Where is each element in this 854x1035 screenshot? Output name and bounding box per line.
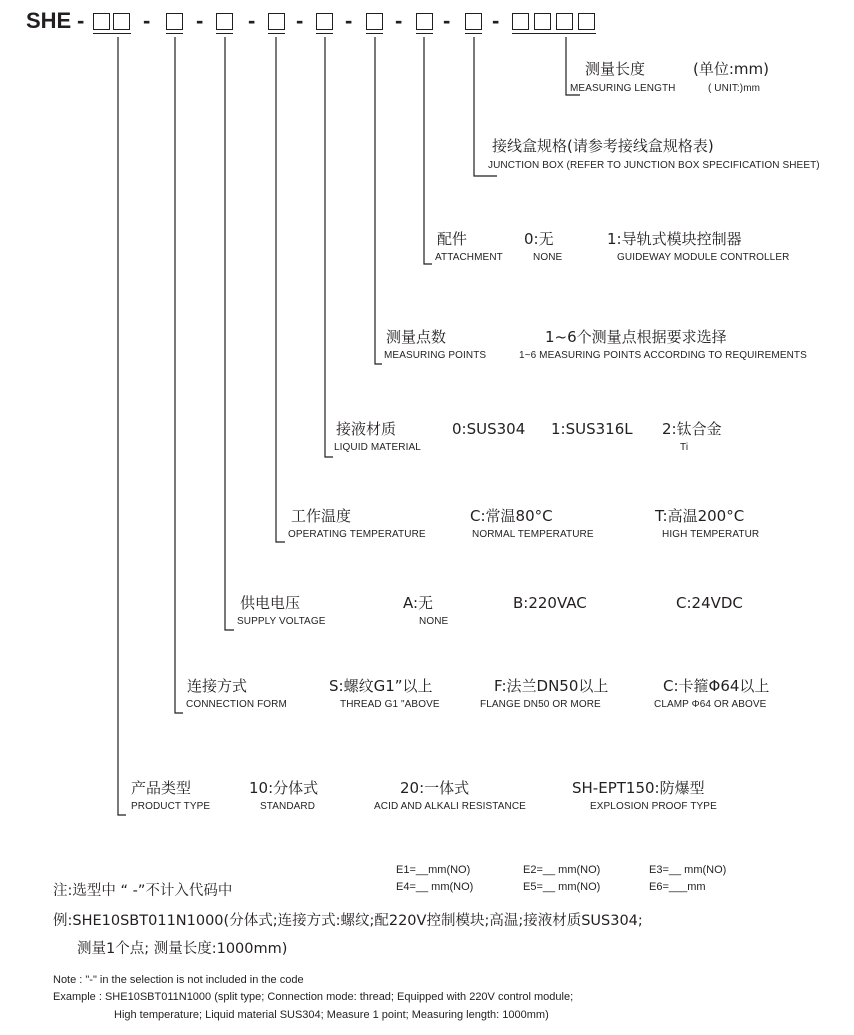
measuring-points-cn: 测量点数: [386, 328, 447, 346]
operating-temperature-optC-cn: C:常温80°C: [470, 507, 553, 525]
code-separator: -: [395, 8, 403, 33]
liquid-material-opt1: 1:SUS316L: [551, 420, 633, 438]
code-separator: -: [196, 8, 204, 33]
measuring-points-opt-cn: 1~6个测量点根据要求选择: [545, 328, 727, 346]
connection-form-optF-cn: F:法兰DN50以上: [494, 677, 609, 695]
liquid-material-opt2-en: Ti: [680, 442, 689, 453]
code-separator: -: [77, 8, 85, 33]
length-e6: E6=___mm: [649, 881, 706, 893]
product-type-optEPT-en: EXPLOSION PROOF TYPE: [590, 801, 717, 812]
supply-voltage-optA-cn: A:无: [403, 594, 434, 612]
example-cn-line1: 例:SHE10SBT011N1000(分体式;连接方式:螺纹;配220V控制模块;高温;接液材质SUS304;: [53, 913, 643, 929]
attachment-opt0-en: NONE: [533, 252, 563, 263]
length-e2: E2=__ mm(NO): [523, 864, 601, 876]
attachment-en: ATTACHMENT: [435, 252, 503, 263]
measuring-length-en: MEASURING LENGTH: [570, 83, 676, 94]
supply-voltage-optB: B:220VAC: [513, 594, 587, 612]
measuring-length-unit-cn: (单位:mm): [693, 60, 769, 78]
measuring-points-opt-en: 1~6 MEASURING POINTS ACCORDING TO REQUIREMENTS: [519, 350, 807, 361]
product-type-optEPT-cn: SH-EPT150:防爆型: [572, 779, 705, 797]
supply-voltage-optC: C:24VDC: [676, 594, 743, 612]
measuring-length-unit-en: ( UNIT:)mm: [708, 83, 761, 94]
connection-form-optS-en: THREAD G1 "ABOVE: [340, 699, 440, 710]
product-type-opt20-cn: 20:一体式: [400, 779, 470, 797]
attachment-opt1-en: GUIDEWAY MODULE CONTROLLER: [617, 252, 790, 263]
connection-form-optS-cn: S:螺纹G1”以上: [329, 677, 433, 695]
code-prefix: SHE: [26, 8, 72, 33]
attachment-cn: 配件: [437, 230, 468, 248]
connection-form-en: CONNECTION FORM: [186, 699, 287, 710]
liquid-material-cn: 接液材质: [336, 420, 397, 438]
example-cn-line2: 测量1个点; 测量长度:1000mm): [77, 941, 288, 957]
code-separator: -: [345, 8, 353, 33]
operating-temperature-optC-en: NORMAL TEMPERATURE: [472, 529, 594, 540]
length-e1: E1=__mm(NO): [396, 864, 471, 876]
operating-temperature-en: OPERATING TEMPERATURE: [288, 529, 426, 540]
code-separator: -: [248, 8, 256, 33]
supply-voltage-en: SUPPLY VOLTAGE: [237, 616, 326, 627]
connection-form-cn: 连接方式: [187, 677, 248, 695]
operating-temperature-cn: 工作温度: [291, 507, 352, 525]
supply-voltage-optA-en: NONE: [419, 616, 449, 627]
liquid-material-opt0: 0:SUS304: [452, 420, 526, 438]
supply-voltage-cn: 供电电压: [240, 594, 301, 612]
product-type-cn: 产品类型: [131, 779, 192, 797]
code-separator: -: [443, 8, 451, 33]
connection-form-optF-en: FLANGE DN50 OR MORE: [480, 699, 601, 710]
code-separator: -: [296, 8, 304, 33]
product-type-en: PRODUCT TYPE: [131, 801, 211, 812]
liquid-material-en: LIQUID MATERIAL: [334, 442, 421, 453]
length-e5: E5=__ mm(NO): [523, 881, 601, 893]
measuring-length-cn: 测量长度: [585, 60, 646, 78]
attachment-opt1-cn: 1:导轨式模块控制器: [607, 230, 742, 248]
length-e3: E3=__ mm(NO): [649, 864, 727, 876]
code-separator: -: [143, 8, 151, 33]
example-en-line2: High temperature; Liquid material SUS304; Measure 1 point; Measuring length: 1000mm): [114, 1009, 549, 1021]
operating-temperature-optT-en: HIGH TEMPERATUR: [662, 529, 760, 540]
connection-form-optC-en: CLAMP Φ64 OR ABOVE: [654, 699, 767, 710]
length-e4: E4=__ mm(NO): [396, 881, 474, 893]
note-en: Note : "-" in the selection is not included in the code: [53, 974, 304, 986]
junction-box-cn: 接线盒规格(请参考接线盒规格表): [492, 137, 714, 155]
measuring-points-en: MEASURING POINTS: [384, 350, 487, 361]
code-separator: -: [492, 8, 500, 33]
product-type-opt20-en: ACID AND ALKALI RESISTANCE: [374, 801, 526, 812]
liquid-material-opt2-cn: 2:钛合金: [662, 420, 722, 438]
operating-temperature-optT-cn: T:高温200°C: [655, 507, 745, 525]
junction-box-en: JUNCTION BOX (REFER TO JUNCTION BOX SPECIFICATION SHEET): [488, 160, 820, 171]
product-type-opt10-cn: 10:分体式: [249, 779, 319, 797]
note-cn: 注:选型中 “ -”不计入代码中: [53, 883, 233, 899]
attachment-opt0-cn: 0:无: [524, 230, 554, 248]
connection-form-optC-cn: C:卡箍Φ64以上: [663, 677, 770, 695]
product-type-opt10-en: STANDARD: [260, 801, 316, 812]
example-en-line1: Example : SHE10SBT011N1000 (split type; Connection mode: thread; Equipped with 220V control module;: [53, 991, 574, 1003]
